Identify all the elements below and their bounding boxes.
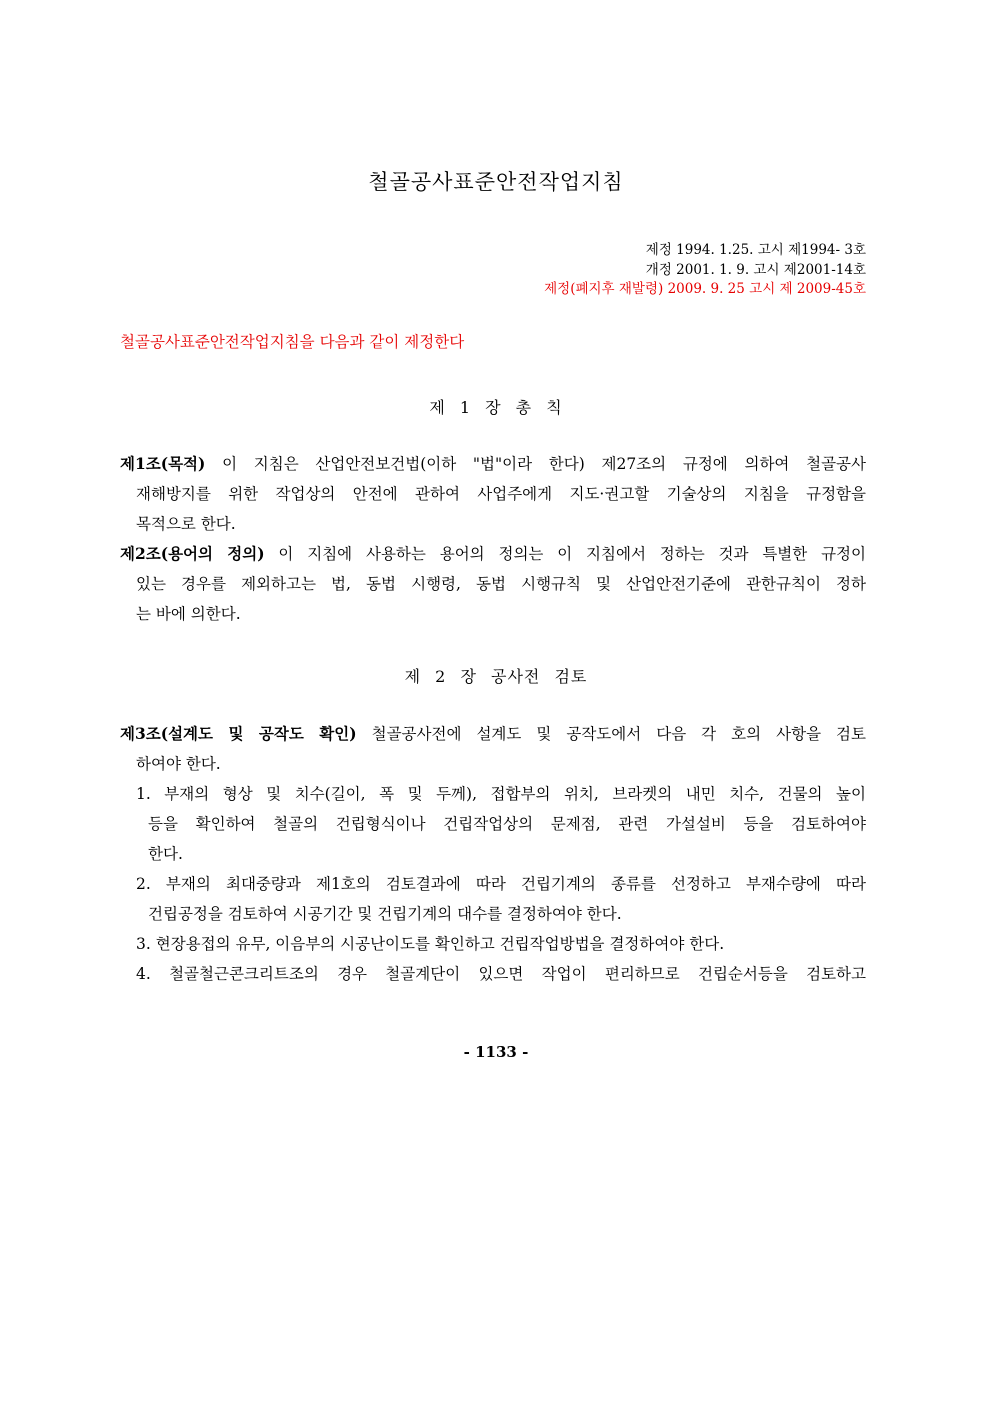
article-2 <box>120 542 866 564</box>
chapter-2-title: 제 2 장 공사전 검토 <box>404 667 588 686</box>
document-title: 철골공사표준안전작업지침 <box>368 170 624 194</box>
article-2-heading: 제2조(용어의 정의) <box>120 544 265 563</box>
article-1-heading: 제1조(목적) <box>120 454 206 473</box>
chapter-1-title: 제 1 장 총 칙 <box>429 398 563 417</box>
page-number: - 1133 - <box>463 1043 529 1061</box>
article-3-item-4: 4. 철골철근콘크리트조의 경우 철골계단이 있으면 작업이 편리하므로 건립순서등을 검토하고 <box>136 965 866 983</box>
article-1-line-2: 재해방지를 위한 작업상의 안전에 관하여 사업주에게 지도·권고할 기술상의 지침을 규정함을 <box>136 485 866 503</box>
article-3-item-2-line-2: 건립공정을 검토하여 시공기간 및 건립기계의 대수를 결정하여야 한다. <box>148 905 622 923</box>
enactment-history-1: 제정 1994. 1.25. 고시 제1994- 3호 <box>645 242 866 258</box>
article-2-line-3: 는 바에 의한다. <box>136 605 241 623</box>
article-3-heading: 제3조(설계도 및 공작도 확인) <box>120 724 357 743</box>
enactment-history-3: 제정(폐지후 재발령) 2009. 9. 25 고시 제 2009-45호 <box>544 281 866 297</box>
article-3 <box>120 722 866 744</box>
article-3-item-3: 3. 현장용접의 유무, 이음부의 시공난이도를 확인하고 건립작업방법을 결정하여야 한다. <box>136 935 725 953</box>
article-3-item-1-line-3: 한다. <box>148 845 183 863</box>
article-1-text: 이 지침은 산업안전보건법(이하 "법"이라 한다) 제27조의 규정에 의하여 철골공사 <box>205 455 866 473</box>
article-1 <box>120 452 866 474</box>
article-3-item-1-line-2: 등을 확인하여 철골의 건립형식이나 건립작업상의 문제점, 관련 가설설비 등을 검토하여야 <box>148 815 866 833</box>
intro-statement: 철골공사표준안전작업지침을 다음과 같이 제정한다 <box>120 333 465 351</box>
article-3-item-1: 1. 부재의 형상 및 치수(길이, 폭 및 두께), 접합부의 위치, 브라켓의 내민 치수, 건물의 높이 <box>136 785 866 803</box>
article-3-text: 철골공사전에 설계도 및 공작도에서 다음 각 호의 사항을 검토 <box>356 725 866 743</box>
article-2-text: 이 지침에 사용하는 용어의 정의는 이 지침에서 정하는 것과 특별한 규정이 <box>264 545 866 563</box>
article-3-line-2: 하여야 한다. <box>136 755 221 773</box>
article-3-item-2: 2. 부재의 최대중량과 제1호의 검토결과에 따라 건립기계의 종류를 선정하고 부재수량에 따라 <box>136 875 866 893</box>
article-2-line-2: 있는 경우를 제외하고는 법, 동법 시행령, 동법 시행규칙 및 산업안전기준에 관한규칙이 정하 <box>136 575 866 593</box>
enactment-history-2: 개정 2001. 1. 9. 고시 제2001-14호 <box>645 262 866 278</box>
article-1-line-3: 목적으로 한다. <box>136 515 236 533</box>
